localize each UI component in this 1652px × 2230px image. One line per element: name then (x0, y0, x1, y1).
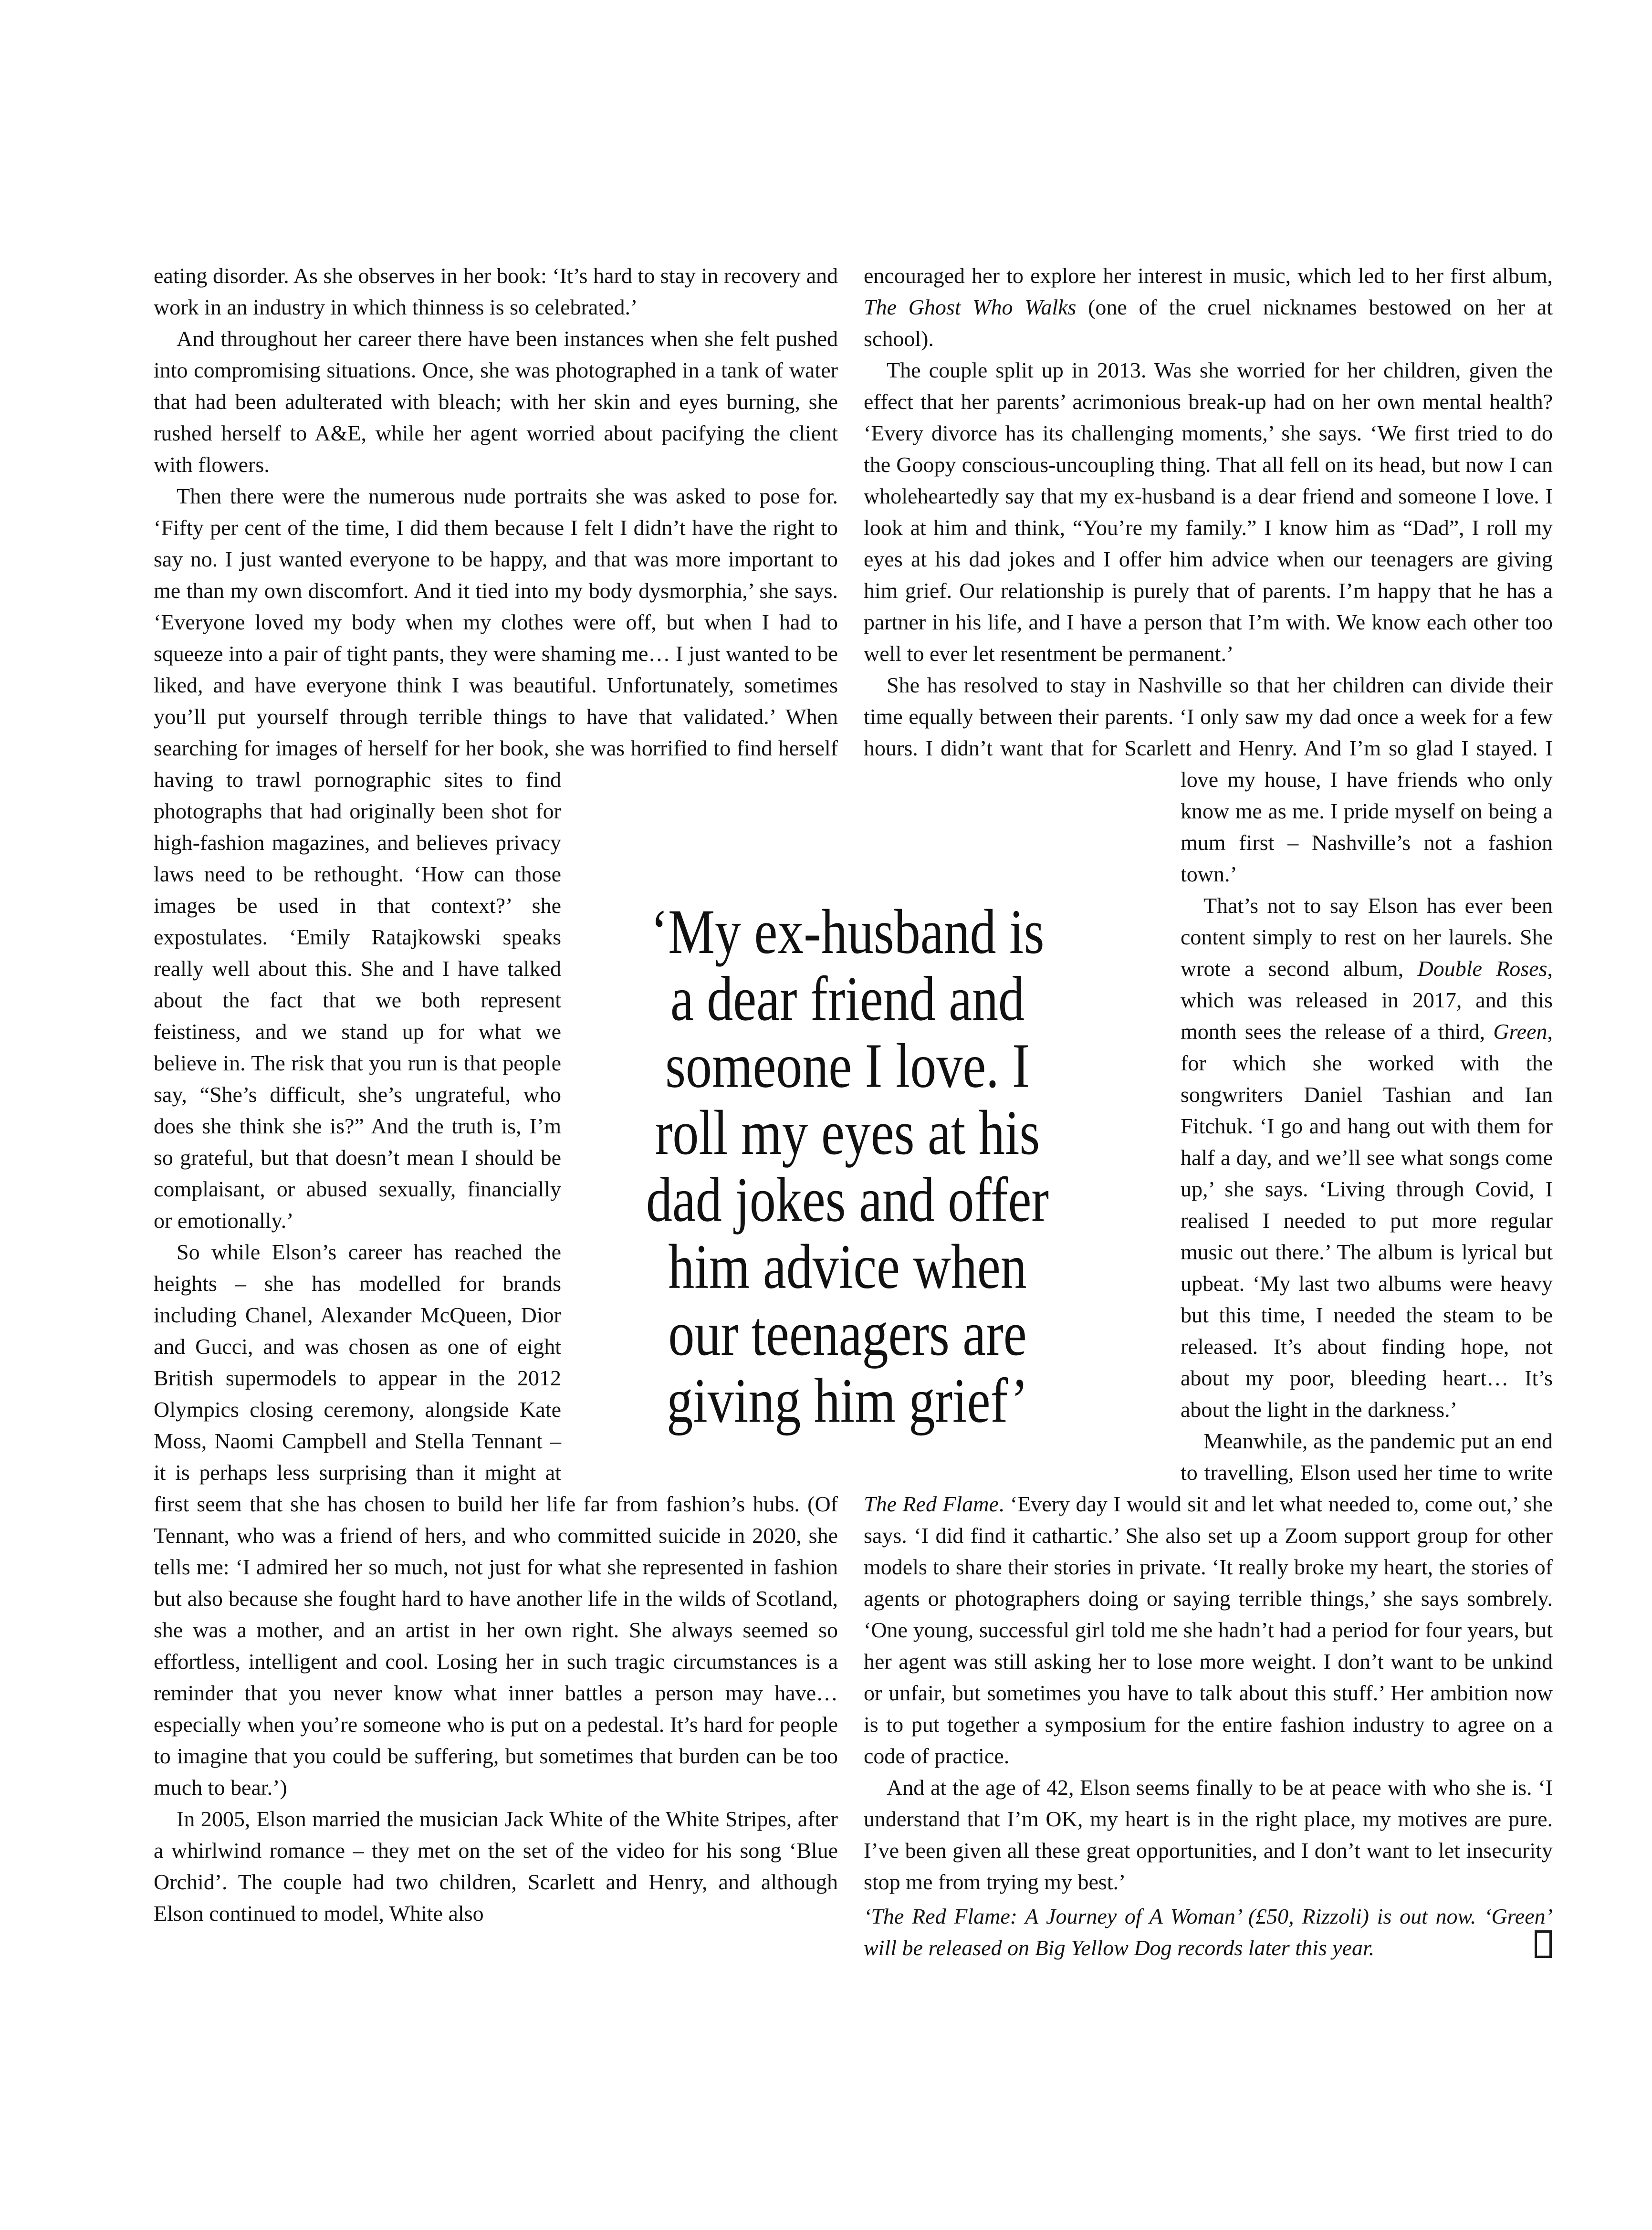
text-run: And throughout her career there have been instances when she felt pushed into compromising situations. Once, she was photographed in a tank of water that had been adulterated with bleach; with her skin and eyes burning, she rushed herself to A&E, while her agent worried about pacifying the client with flowers. (154, 326, 838, 477)
text-run: encouraged her to explore her interest in music, which led to her first album, (864, 263, 1553, 288)
text-run: So while Elson’s career has reached the heights – she has modelled for brands including Chanel, Alexander McQueen, Dior and Gucci, and was chosen as one of eight British supermodels to appear in the 2012 Olympics closing ceremony, alongside Kate Moss, Naomi Campbell and Stella Tennant – it is perhaps less surprising than it might at first seem that she has chosen to build her life far from fashion’s hubs. (Of Tennant, who was a friend of hers, and who committed suicide in 2020, she tells me: ‘I admired her so much, not just for what she represented in fashion but also because she fought hard to have another life in the wilds of Scotland, she was a mother, and an artist in her own right. She always seemed so effortless, intelligent and cool. Losing her in such tragic circumstances is a reminder that you never know what inner battles a person may have… especially when you’re someone who is put on a pedestal. It’s hard for people to imagine that you could be suffering, but sometimes that burden can be too much to bear.’) (154, 1240, 838, 1800)
paragraph (864, 1772, 1553, 1898)
paragraph (864, 355, 1553, 670)
text-run: , for which she worked with the songwriters Daniel Tashian and Ian Fitchuk. ‘I go and hang out with them for half a day, and we’ll see what songs come up,’ she says. ‘Living through Covid, I realised I needed to put more regular music out there.’ The album is lyrical but upbeat. ‘My last two albums were heavy but this time, I needed the steam to be released. It’s about finding hope, not about my poor, bleeding heart… It’s about the light in the darkness.’ (1181, 1019, 1553, 1422)
text-run: That’s not to say Elson has ever been content simply to rest on her laurels. She wrote a second album, (1181, 893, 1553, 981)
italic-text-run: Double Roses (1417, 956, 1547, 981)
pull-quote: ‘My ex-husband is a dear friend and someone I love. I roll my eyes at his dad jokes and offer him advice when our teenagers are giving him grief’ (646, 896, 1049, 1436)
text-run: (one of the cruel nicknames bestowed on her at school). (864, 295, 1553, 351)
text-run: eating disorder. As she observes in her book: ‘It’s hard to stay in recovery and work in an industry in which thinness is so celebrated.’ (154, 263, 838, 319)
text-run: And at the age of 42, Elson seems finally to be at peace with who she is. ‘I understand that I’m OK, my heart is in the right place, my motives are pure. I’ve been given all these great opportunities, and I don’t want to let insecurity stop me from trying my best.’ (864, 1775, 1553, 1894)
paragraph (154, 1803, 838, 1929)
article-footnote (864, 1901, 1553, 1964)
italic-text-run: The Ghost Who Walks (864, 295, 1077, 319)
text-run: Meanwhile, as the pandemic put an end to travelling, Elson used her time to write (1181, 1429, 1553, 1485)
italic-text-run: Green (1493, 1019, 1547, 1044)
end-of-article-mark (1535, 1930, 1552, 1958)
text-run: In 2005, Elson married the musician Jack White of the White Stripes, after a whirlwind romance – they met on the set of the video for his song ‘Blue Orchid’. The couple had two children, Scarlett and Henry, and although Elson continued to model, White also (154, 1807, 838, 1926)
italic-text-run: ‘The Red Flame: A Journey of A Woman’ (£50, Rizzoli) is out now. ‘Green’ will be released on Big Yellow Dog records later this year. (864, 1904, 1553, 1960)
text-run: , which was released in 2017, and this month sees the release of a third, (1181, 956, 1553, 1044)
italic-text-run: The Red Flame (864, 1492, 999, 1516)
text-run: . ‘Every day I would sit and let what needed to, come out,’ she says. ‘I did find it cathartic.’ She also set up a Zoom support group for other models to share their stories in private. ‘It really broke my heart, the stories of agents or photographers doing or saying terrible things,’ she says sombrely. ‘One young, successful girl told me she hadn’t had a period for four years, but her agent was still asking her to lose more weight. I don’t want to be unkind or unfair, but sometimes you have to talk about this stuff.’ Her ambition now is to put together a symposium for the entire fashion industry to agree on a code of practice. (864, 1492, 1553, 1768)
text-run: She has resolved to stay in Nashville so that her children can divide their time equally between their parents. ‘I only saw my dad once a week for a few hours. I didn’t want that for Scarlett and Henry. And I’m so glad I stayed. I love my house, I have friends who only know me as me. I pride myself on being a mum first – Nashville’s not a fashion town.’ (864, 673, 1553, 886)
text-run: Then there were the numerous nude portraits she was asked to pose for. ‘Fifty per cent of the time, I did them because I felt I didn’t have the right to say no. I just wanted everyone to be happy, and that was more important to me than my own discomfort. And it tied into my body dysmorphia,’ she says. ‘Everyone loved my body when my clothes were off, but when I had to squeeze into a pair of tight pants, they were shaming me… I just wanted to be liked, and have everyone think I was beautiful. Unfortunately, sometimes you’ll put yourself through terrible things to have that validated.’ When searching for images of herself for her book, she was horrified to find herself having to trawl pornographic sites to find photographs that had originally been shot for high-fashion magazines, and believes privacy laws need to be rethought. ‘How can those images be used in that context?’ she expostulates. ‘Emily Ratajkowski speaks really well about this. She and I have talked about the fact that we both represent feistiness, and we stand up for what we believe in. The risk that you run is that people say, “She’s difficult, she’s ungrateful, who does she think she is?” And the truth is, I’m so grateful, but that doesn’t mean I should be complaisant, or abused sexually, financially or emotionally.’ (154, 484, 838, 1233)
text-run: The couple split up in 2013. Was she worried for her children, given the effect that her parents’ acrimonious break-up had on her own mental health? ‘Every divorce has its challenging moments,’ she says. ‘We first tried to do the Goopy conscious-uncoupling thing. That all fell on its head, but now I can wholeheartedly say that my ex-husband is a dear friend and someone I love. I look at him and think, “You’re my family.” I know him as “Dad”, I roll my eyes at his dad jokes and I offer him advice when our teenagers are giving him grief. Our relationship is purely that of parents. I’m happy that he has a partner in his life, and I have a person that I’m with. We know each other too well to ever let resentment be permanent.’ (864, 358, 1553, 666)
